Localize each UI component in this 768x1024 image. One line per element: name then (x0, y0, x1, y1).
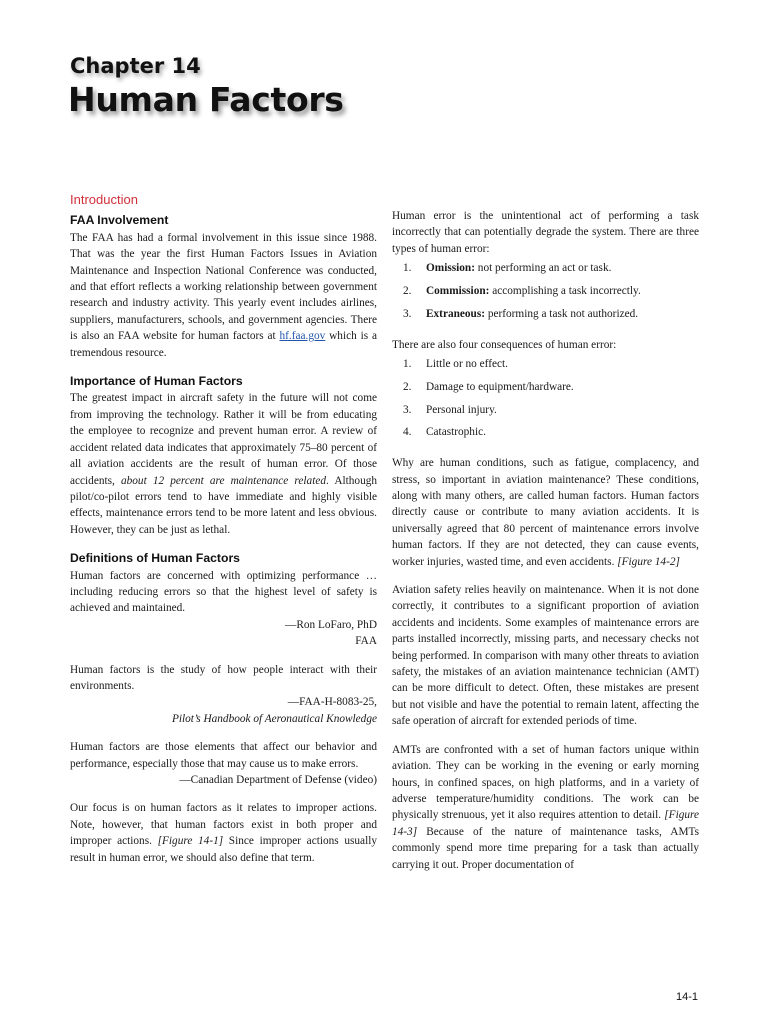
attribution-handbook-title: Pilot’s Handbook of Aeronautical Knowledge (171, 712, 377, 725)
section-title-introduction: Introduction (70, 192, 138, 207)
paragraph-importance: The greatest impact in aircraft safety in the future will not come from improving the technology. Rather it will be from educating the employee to recognize and prevent human error. A review of accident related data indicates that approximately 75–80 percent of all aviation accidents are the result of human error. Of those accidents, about 12 percent are maintenance related. Although pilot/co-pilot errors tend to have immediate and highly visible effects, maintenance errors tend to be more latent and less obvious. However, they can be just as lethal. (70, 392, 378, 536)
chapter-number: Chapter 14 (70, 54, 201, 78)
attribution-lofaro: —Ron LoFaro, PhD (285, 618, 377, 631)
definition-canadian-dod: Human factors are those elements that affect our behavior and performance, especially those that may cause us to make errors. (70, 741, 377, 770)
chapter-title: Human Factors (68, 80, 344, 119)
list-item: 3. Personal injury. (403, 403, 497, 416)
left-column (70, 192, 377, 866)
paragraph-focus: Our focus is on human factors as it relates to improper actions. Note, however, that human factors exist in both proper and improper actions. [Figure 14-1] Since improper actions usually result in human error, we should also define that term. (70, 802, 377, 864)
heading-importance: Importance of Human Factors (70, 374, 243, 389)
attribution-faa: FAA (355, 635, 377, 648)
list-item: 2. Damage to equipment/hardware. (403, 380, 574, 393)
paragraph-amts: AMTs are confronted with a set of human factors unique within aviation. They can be working in the evening or early morning hours, in confined spaces, on high platforms, and in a variety of adverse temperature/humidity conditions. The work can be physically strenuous, yet it also requires attention to detail. [Figure 14-3] Because of the nature of maintenance tasks, AMTs commonly spend more time preparing for a task than actually carrying it out. Proper documentation of (392, 743, 699, 871)
paragraph-faa-involvement: The FAA has had a formal involvement in this issue since 1988. That was the year the first Human Factors Issues in Aviation Maintenance and Inspection National Conference was conducted, and that effort reflects a working relationship between government research and industry activity. This yearly event includes airlines, suppliers, manufacturers, schools, and government agencies. There is also an FAA website for human factors at hf.faa.gov which is a tremendous resource. (70, 231, 378, 359)
paragraph-human-conditions: Why are human conditions, such as fatigue, complacency, and stress, so important in aviation maintenance? These conditions, along with many others, are called human factors. Human factors directly cause or contribute to many aviation accidents. It is universally agreed that 80 percent of maintenance errors involve human factors. If they are not detected, they can cause events, worker injuries, wasted time, and even accidents. [Figure 14-2] (392, 457, 699, 568)
definition-lofaro: Human factors are concerned with optimizing performance … including reducing errors so that the highest level of safety is achieved and maintained. (70, 569, 377, 615)
definition-faa-handbook: Human factors is the study of how people interact with their environments. (70, 663, 377, 692)
paragraph-aviation-safety: Aviation safety relies heavily on maintenance. When it is not done correctly, it contributes to a significant proportion of aviation accidents and incidents. Some examples of maintenance errors are parts installed incorrectly, missing parts, and necessary checks not being performed. In comparison with many other threats to aviation safety, the mistakes of an aviation maintenance technician (AMT) can be more difficult to detect. Often, these mistakes are present but not visible and have the potential to remain latent, affecting the safe operation of aircraft for extended periods of time. (392, 584, 699, 728)
paragraph-consequences-intro: There are also four consequences of human error: (392, 338, 617, 351)
list-item: 3. Extraneous: performing a task not authorized. (403, 307, 639, 320)
right-column (392, 208, 699, 873)
consequences-list (392, 356, 699, 441)
list-item: 4. Catastrophic. (403, 426, 486, 439)
error-types-list (392, 260, 699, 322)
attribution-canadian-dod: —Canadian Department of Defense (video) (179, 774, 377, 786)
list-item: 1. Omission: not performing an act or task. (403, 262, 612, 275)
heading-faa-involvement: FAA Involvement (70, 213, 169, 228)
paragraph-human-error-definition: Human error is the unintentional act of performing a task incorrectly that can potentially degrade the system. There are three types of human error: (392, 210, 699, 255)
heading-definitions: Definitions of Human Factors (70, 551, 240, 566)
page-number: 14-1 (675, 991, 698, 1003)
list-item: 1. Little or no effect. (403, 358, 508, 371)
list-item: 2. Commission: accomplishing a task incorrectly. (403, 285, 641, 298)
attribution-handbook-id: —FAA-H-8083-25, (287, 696, 377, 709)
hf-faa-link[interactable]: hf.faa.gov (279, 330, 326, 343)
